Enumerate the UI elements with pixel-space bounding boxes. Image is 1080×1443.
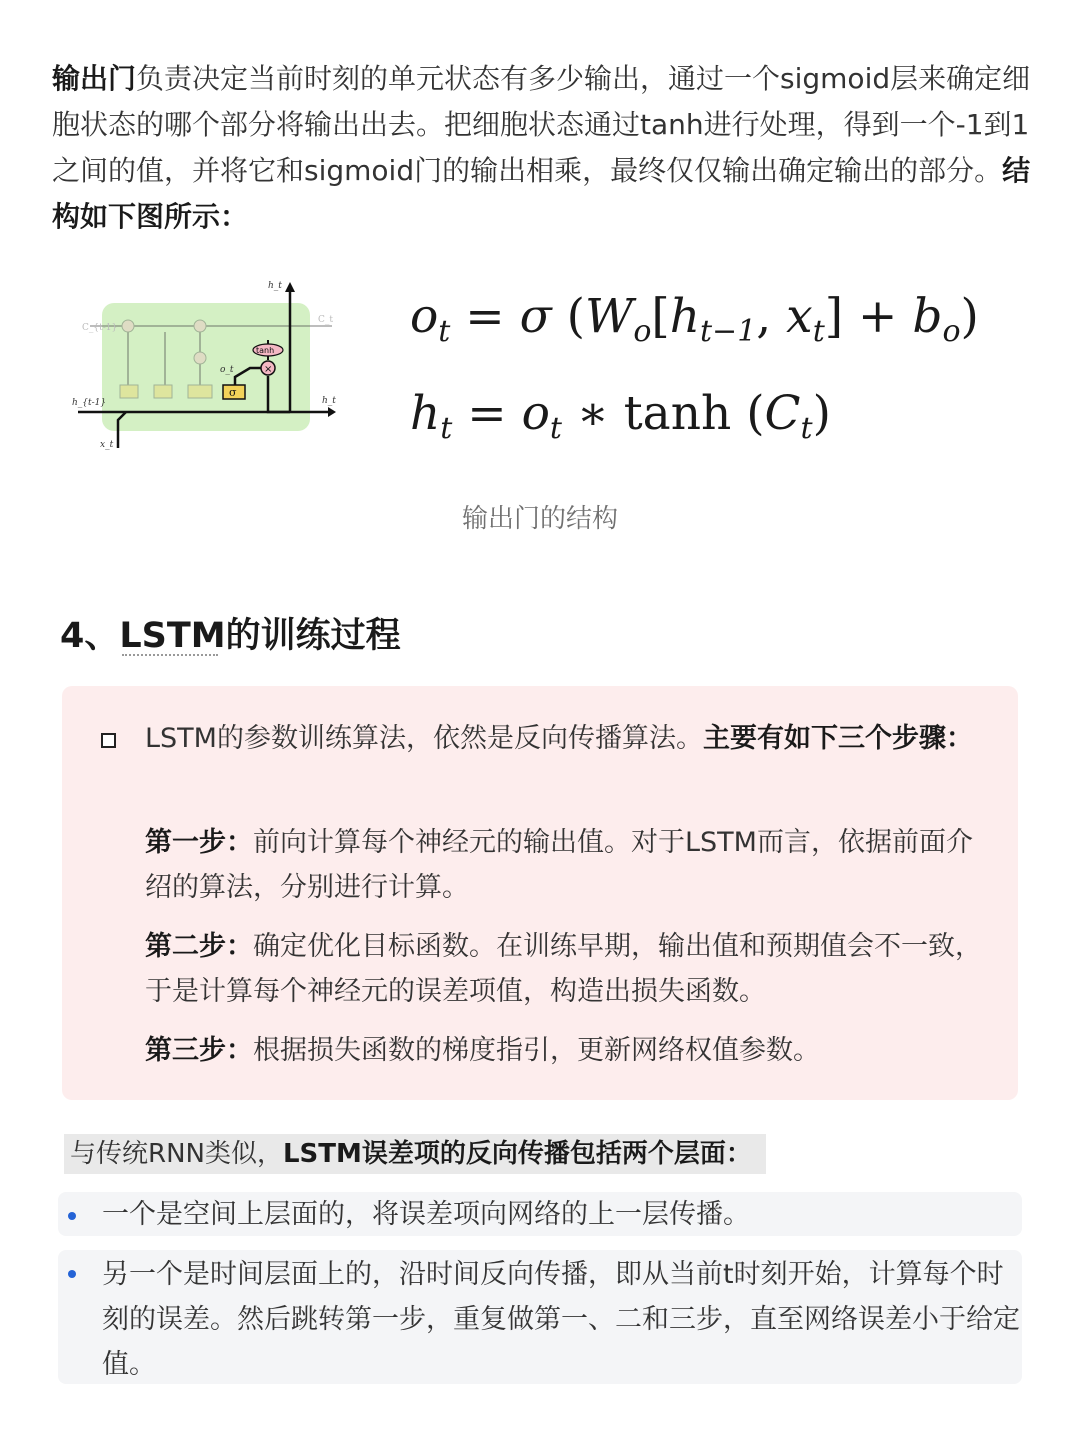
step-three-label: 第三步： — [145, 1035, 253, 1066]
bullet-dot-icon — [68, 1270, 76, 1278]
intro-paragraph — [52, 56, 1042, 240]
box-intro — [145, 716, 995, 761]
box-intro-plain: LSTM的参数训练算法，依然是反向传播算法。 — [145, 723, 703, 754]
list-item-text: 另一个是时间层面上的，沿时间反向传播，即从当前t时刻开始，计算每个时刻的误差。然后跳转第一步，重复做第一、二和三步，直至网络误差小于给定值。 — [102, 1259, 1020, 1380]
summary-bold: LSTM误差项的反向传播包括两个层面： — [282, 1139, 752, 1169]
list-item — [58, 1192, 1022, 1236]
ht-right-label: h_t — [322, 396, 336, 406]
step-one — [145, 820, 995, 910]
intro-bold-tail: 结构如下图所示： — [52, 154, 1031, 233]
intro-bold-lead: 输出门 — [52, 62, 137, 95]
h-prev-label: h_{t-1} — [72, 398, 107, 408]
formula-line-ht: $h_t = o_t$ ∗ $\tanh (C_t)$ — [410, 386, 831, 446]
intro-text: 负责决定当前时刻的单元状态有多少输出，通过一个sigmoid层来确定细胞状态的哪个部分将输出出去。把细胞状态通过tanh进行处理，得到一个-1到1之间的值，并将它和sigmoid门的输出相乘，最终仅仅输出确定输出的部分。 — [52, 62, 1031, 187]
h-arrow-head — [328, 407, 336, 417]
step-one-label: 第一步： — [145, 827, 253, 858]
heading-dotted-underline — [122, 654, 218, 656]
step-three — [145, 1028, 995, 1073]
step-three-text: 根据损失函数的梯度指引，更新网络权值参数。 — [253, 1035, 820, 1066]
ot-label: o_t — [220, 365, 234, 375]
section-heading: 4、LSTM的训练过程 — [60, 616, 401, 656]
ht-top-label: h_t — [268, 281, 282, 291]
output-gate-formula — [410, 276, 979, 470]
box-intro-bold: 主要有如下三个步骤： — [702, 723, 973, 754]
c-prev-label: C_{t-1} — [82, 323, 118, 333]
figure-caption: 输出门的结构 — [461, 504, 618, 534]
bullet-dot-icon — [68, 1212, 76, 1220]
tanh-label: tanh — [256, 346, 275, 355]
list-item — [58, 1250, 1022, 1384]
summary-highlight — [64, 1134, 766, 1174]
step-two-text: 确定优化目标函数。在训练早期，输出值和预期值会不一致，于是计算每个神经元的误差项值，构造出损失函数。 — [145, 931, 982, 1007]
h-up-arrow — [285, 282, 295, 292]
sigma-gate-label: σ — [229, 386, 237, 399]
summary-plain: 与传统RNN类似， — [70, 1139, 283, 1169]
xt-label: x_t — [100, 440, 114, 450]
step-two — [145, 924, 995, 1014]
square-bullet-icon — [101, 733, 116, 748]
step-two-label: 第二步： — [145, 931, 253, 962]
multiply-label: × — [264, 364, 273, 375]
step-one-text: 前向计算每个神经元的输出值。对于LSTM而言，依据前面介绍的算法，分别进行计算。 — [145, 827, 973, 903]
formula-line-ot: $o_t = \sigma$ ($W_o[h_{t-1}$, $x_t] + b_o$) — [410, 289, 979, 349]
c-t-label: C_t — [318, 315, 334, 325]
figure-row — [60, 270, 1040, 460]
lstm-output-gate-diagram — [70, 270, 345, 455]
list-item-text: 一个是空间上层面的，将误差项向网络的上一层传播。 — [102, 1199, 750, 1230]
